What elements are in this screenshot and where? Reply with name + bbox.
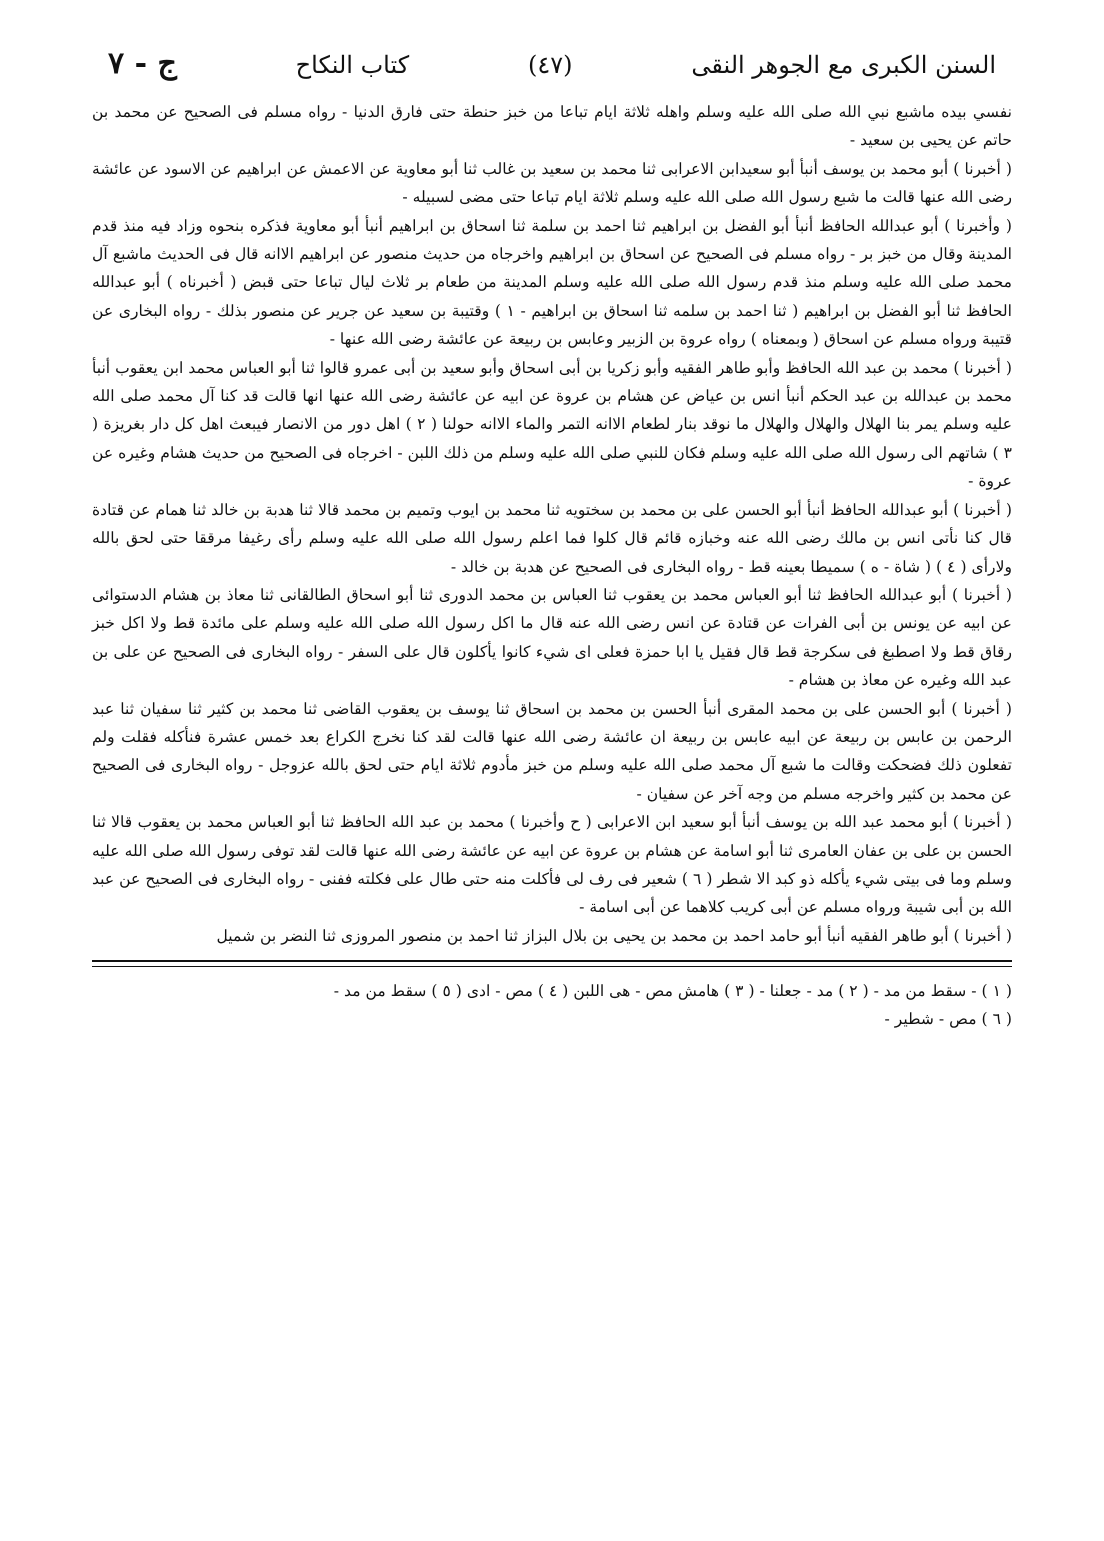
- page-number: (٤٧): [527, 51, 573, 79]
- main-text: [92, 98, 1012, 950]
- chapter-title: كتاب النكاح: [295, 51, 410, 79]
- footnote-divider-thin: [92, 966, 1012, 967]
- paragraph: ( أخبرنا ) أبو محمد بن يوسف أنبأ أبو سعيدابن الاعرابى ثنا محمد بن سعيد بن غالب ثنا أبو معاوية عن الاعمش عن ابراهيم عن الاسود عن عائشة رضى الله عنها قالت ما شبع رسول الله صلى الله عليه وسلم ثلاثة ايام تباعا حتى مضى لسبيله -: [92, 159, 1012, 207]
- page-header: [92, 46, 1012, 98]
- footnote-line: ( ٦ ) مص - شطير -: [884, 1010, 1012, 1029]
- volume-label: ج - ٧: [108, 46, 177, 81]
- book-title: السنن الكبرى مع الجوهر النقى: [691, 51, 996, 79]
- paragraph: ( أخبرنا ) أبو عبدالله الحافظ أنبأ أبو الحسن على بن محمد بن سختويه ثنا محمد بن ايوب وتميم بن محمد قالا ثنا هدبة بن خالد ثنا همام عن قتادة قال كنا نأتى انس بن مالك رضى الله عنه وخبازه قائم قال كلوا فما اعلم رسول الله صلى الله عليه وسلم رأى رغيفا مرققا حتى لحق بالله ولارأى ( ٤ ) ( شاة - ه ) سميطا بعينه قط - رواه البخارى فى الصحيح عن هدبة بن خالد -: [92, 500, 1012, 576]
- footnote-line: ( ١ ) - سقط من مد - ( ٢ ) مد - جعلنا - ( ٣ ) هامش مص - هى اللبن ( ٤ ) مص - ادى ( ٥ ) سقط من مد -: [333, 982, 1012, 1001]
- footnotes: [92, 977, 1012, 1033]
- paragraph: ( أخبرنا ) أبو الحسن على بن محمد المقرى أنبأ الحسن بن محمد بن اسحاق ثنا يوسف بن يعقوب القاضى ثنا محمد بن كثير ثنا سفيان ثنا عبد الرحمن بن عابس بن ربيعة عن ابيه عابس بن ربيعة ان عائشة رضى الله عنها قالت لقد كنا نخرج الكراع بعد خمس عشرة فنأكله فقلت ولم تفعلون ذلك فضحكت وقالت ما شبع آل محمد صلى الله عليه وسلم من خبز مأدوم ثلاثة ايام حتى لحق بالله عزوجل - رواه البخارى فى الصحيح عن محمد بن كثير واخرجه مسلم من وجه آخر عن سفيان -: [92, 699, 1012, 803]
- paragraph: ( أخبرنا ) أبو طاهر الفقيه أنبأ أبو حامد احمد بن محمد بن يحيى بن بلال البزاز ثنا احمد بن منصور المروزى ثنا النضر بن شميل: [216, 926, 1012, 945]
- paragraph: ( أخبرنا ) محمد بن عبد الله الحافظ وأبو طاهر الفقيه وأبو زكريا بن أبى اسحاق وأبو سعيد بن أبى عمرو قالوا ثنا أبو العباس محمد ابن يعقوب أنبأ محمد بن عبدالله بن عبد الحكم أنبأ انس بن عياض عن هشام بن عروة عن ابيه عن عائشة رضى الله عنها انها قالت قد كنا آل محمد صلى الله عليه وسلم يمر بنا الهلال والهلال والهلال ما نوقد بنار لطعام الاانه التمر والماء الاانه حولنا ( ٢ ) اهل دور من الانصار فيبعث اهل كل دار بغريزة ( ٣ ) شاتهم الى رسول الله صلى الله عليه وسلم فكان للنبي صلى الله عليه وسلم من ذلك اللبن - اخرجاه فى الصحيح من حديث هشام وغيره عن عروة -: [92, 358, 1012, 491]
- paragraph: ( وأخبرنا ) أبو عبدالله الحافظ أنبأ أبو الفضل بن ابراهيم ثنا احمد بن سلمة ثنا اسحاق بن ابراهيم أنبأ أبو معاوية فذكره بنحوه وزاد فيه منذ قدم المدينة وقال من خبز بر - رواه مسلم فى الصحيح عن اسحاق بن ابراهيم واخرجاه من حديث منصور عن ابراهيم الاانه قال فى الحديث ماشبع آل محمد صلى الله عليه وسلم منذ قدم رسول الله صلى الله عليه وسلم المدينة من طعام بر ثلاث ليال تباعا حتى قبض ( أخبرناه ) أبو عبدالله الحافظ ثنا أبو الفضل بن ابراهيم ( ثنا احمد بن سلمه ثنا اسحاق بن ابراهيم - ١ ) وقتيبة بن سعيد عن جرير عن منصور بذلك - رواه البخارى عن قتيبة ورواه مسلم عن اسحاق ( وبمعناه ) رواه عروة بن الزبير وعابس بن ربيعة عن عائشة رضى الله عنها -: [92, 216, 1012, 349]
- paragraph: نفسي بيده ماشبع نبي الله صلى الله عليه وسلم واهله ثلاثة ايام تباعا من خبز حنطة حتى فارق الدنيا - رواه مسلم فى الصحيح عن محمد بن حاتم عن يحيى بن سعيد -: [92, 103, 1012, 150]
- paragraph: ( أخبرنا ) أبو محمد عبد الله بن يوسف أنبأ أبو سعيد ابن الاعرابى ( ح وأخبرنا ) محمد بن عبد الله الحافظ ثنا أبو العباس محمد بن يعقوب قالا ثنا الحسن بن على بن عفان العامرى ثنا أبو اسامة عن هشام بن عروة عن ابيه عن عائشة رضى الله عنها قالت لقد توفى رسول الله صلى الله عليه وسلم وما فى بيتى شيء يأكله ذو كبد الا شطر ( ٦ ) شعير فى رف لى فأكلت منه حتى طال على فكلته ففنى - رواه البخارى فى الصحيح عن عبد الله بن أبى شيبة ورواه مسلم عن أبى كريب كلاهما عن أبى اسامة -: [92, 813, 1012, 917]
- footnote-divider: [92, 960, 1012, 962]
- paragraph: ( أخبرنا ) أبو عبدالله الحافظ ثنا أبو العباس محمد بن يعقوب ثنا العباس بن محمد الدورى ثنا أبو اسحاق الطالقانى ثنا معاذ بن هشام الدستوائى عن ابيه عن يونس بن أبى الفرات عن قتادة عن انس رضى الله عنه قال ما اكل رسول الله صلى الله عليه وسلم على مائدة قط ولا اكل خبز رقاق قط ولا اصطبغ فى سكرجة قط قال فقيل يا ابا حمزة فعلى اى شيء كانوا يأكلون قال على السفر - رواه البخارى فى الصحيح عن على بن عبد الله وغيره عن معاذ بن هشام -: [92, 585, 1012, 690]
